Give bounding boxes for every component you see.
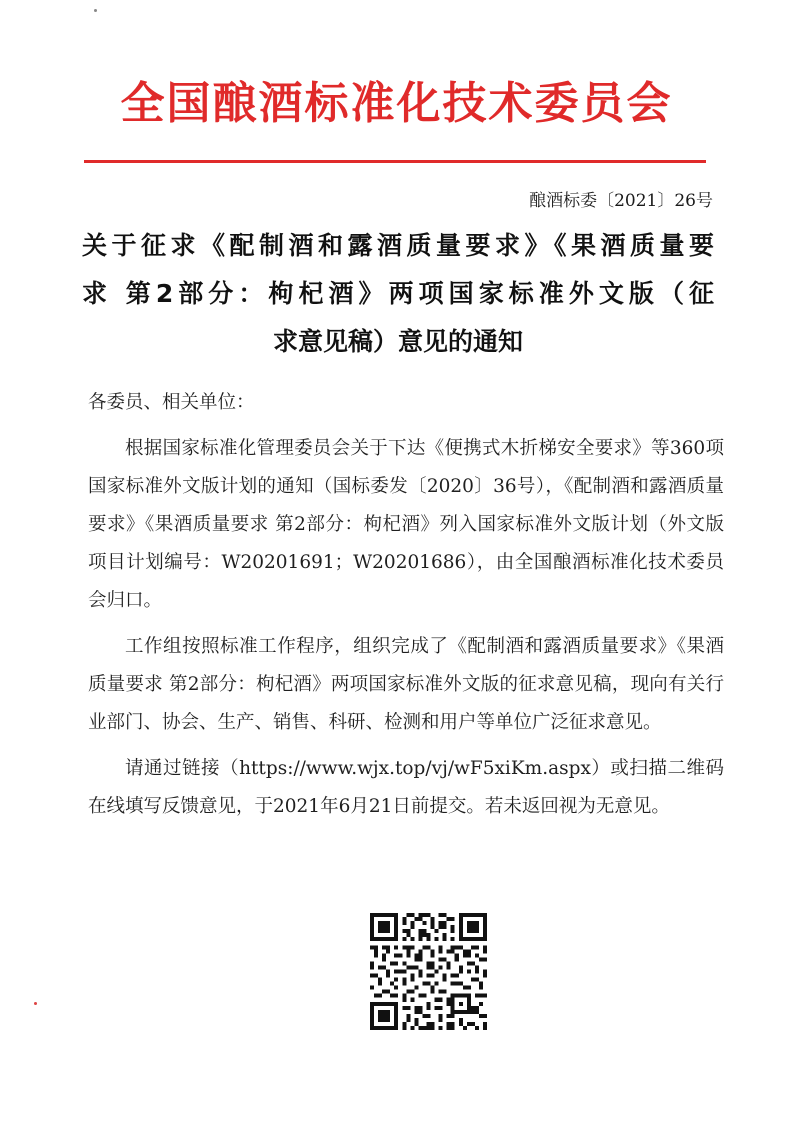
qr-code-icon [370,913,487,1030]
document-body [88,384,724,826]
organization-title: 全国酿酒标准化技术委员会 [120,78,673,129]
body-paragraph-2: 工作组按照标准工作程序，组织完成了《配制酒和露酒质量要求》《果酒质量要求 第2部分：枸杞酒》两项国家标准外文版的征求意见稿，现向有关行业部门、协会、生产、销售、科研、检测和用户等单位广泛征求意见。 [88,636,724,733]
document-title-line-3: 求意见稿）意见的通知 [272,327,523,356]
body-paragraph-3: 请通过链接（https://www.wjx.top/vj/wF5xiKm.aspx）或扫描二维码在线填写反馈意见，于2021年6月21日前提交。若未返回视为无意见。 [88,758,724,817]
document-title [82,222,714,366]
document-number: 酿酒标委〔2021〕26号 [529,191,713,211]
header-divider [84,160,706,163]
salutation: 各委员、相关单位： [88,392,255,413]
scan-speck [94,9,97,12]
document-title-line-2: 求 第2部分：枸杞酒》两项国家标准外文版（征 [82,279,714,308]
body-paragraph-1: 根据国家标准化管理委员会关于下达《便携式木折梯安全要求》等360项国家标准外文版计划的通知（国标委发〔2020〕36号），《配制酒和露酒质量要求》《果酒质量要求 第2部分：枸杞酒》列入国家标准外文版计划（外文版项目计划编号：W20201691；W20201686），由全国酿酒标准化技术委员会归口。 [88,438,724,611]
qr-code[interactable] [370,913,487,1030]
scan-speck [34,1002,37,1005]
document-title-line-1: 关于征求《配制酒和露酒质量要求》《果酒质量要 [82,231,714,260]
